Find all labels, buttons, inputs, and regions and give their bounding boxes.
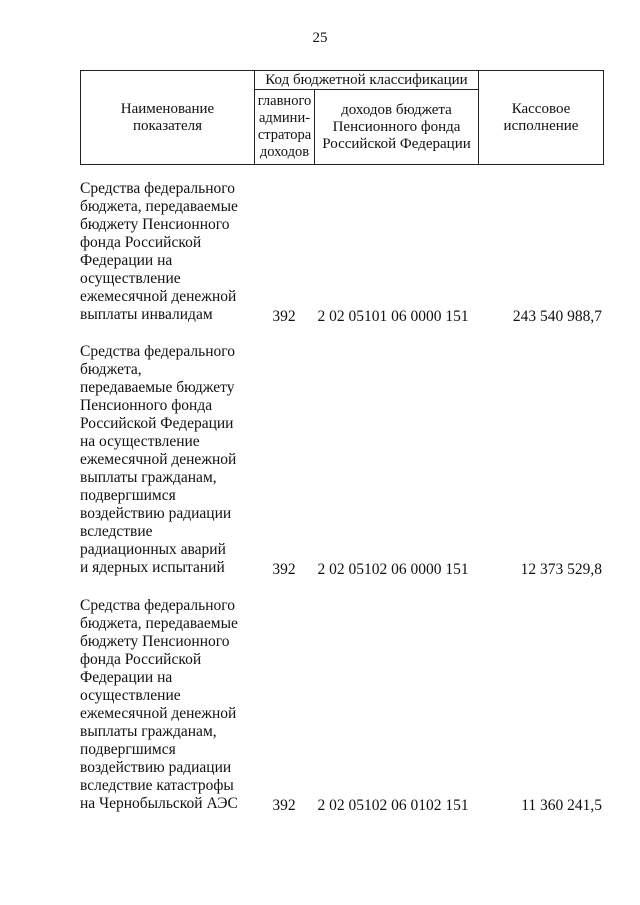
table-header <box>80 70 604 165</box>
row-indicator-name: Средства федерального бюджета, передаваемые бюджету Пенсионного фонда Российской Федерации на осуществление ежемесячной денежной выплаты гражданам, подвергшимся воздействию радиации вследствие катастрофы на Чернобыльской АЭС <box>80 597 238 812</box>
row-classification-code: 2 02 05102 06 0000 151 <box>317 561 469 578</box>
page-number: 25 <box>312 30 328 46</box>
row-amount: 11 360 241,5 <box>521 797 602 814</box>
column-header-revenue: доходов бюджета Пенсионного фонда Российской Федерации <box>322 101 471 152</box>
row-amount: 243 540 988,7 <box>512 308 602 325</box>
column-header-execution: Кассовое исполнение <box>503 100 579 134</box>
table-row <box>80 180 604 326</box>
row-amount: 12 373 529,8 <box>520 561 602 578</box>
row-indicator-name: Средства федерального бюджета, передаваемые бюджету Пенсионного фонда Российской Федерации на осуществление ежемесячной денежной выплаты инвалидам <box>80 180 238 323</box>
row-indicator-name: Средства федерального бюджета, передаваемые бюджету Пенсионного фонда Российской Федерации на осуществление ежемесячной денежной выплаты гражданам, подвергшимся воздействию радиации вследствие радиационных аварий и ядерных испытаний <box>80 343 237 576</box>
row-admin-code: 392 <box>272 561 296 578</box>
column-header-code-group: Код бюджетной классификации <box>265 71 468 88</box>
table-row <box>80 597 604 815</box>
row-admin-code: 392 <box>272 797 296 814</box>
table-row <box>80 343 604 579</box>
column-header-name: Наименование показателя <box>120 100 215 134</box>
row-admin-code: 392 <box>272 308 296 325</box>
row-classification-code: 2 02 05102 06 0102 151 <box>317 797 469 814</box>
column-header-admin: главного админи- стратора доходов <box>257 93 312 160</box>
row-classification-code: 2 02 05101 06 0000 151 <box>317 308 469 325</box>
